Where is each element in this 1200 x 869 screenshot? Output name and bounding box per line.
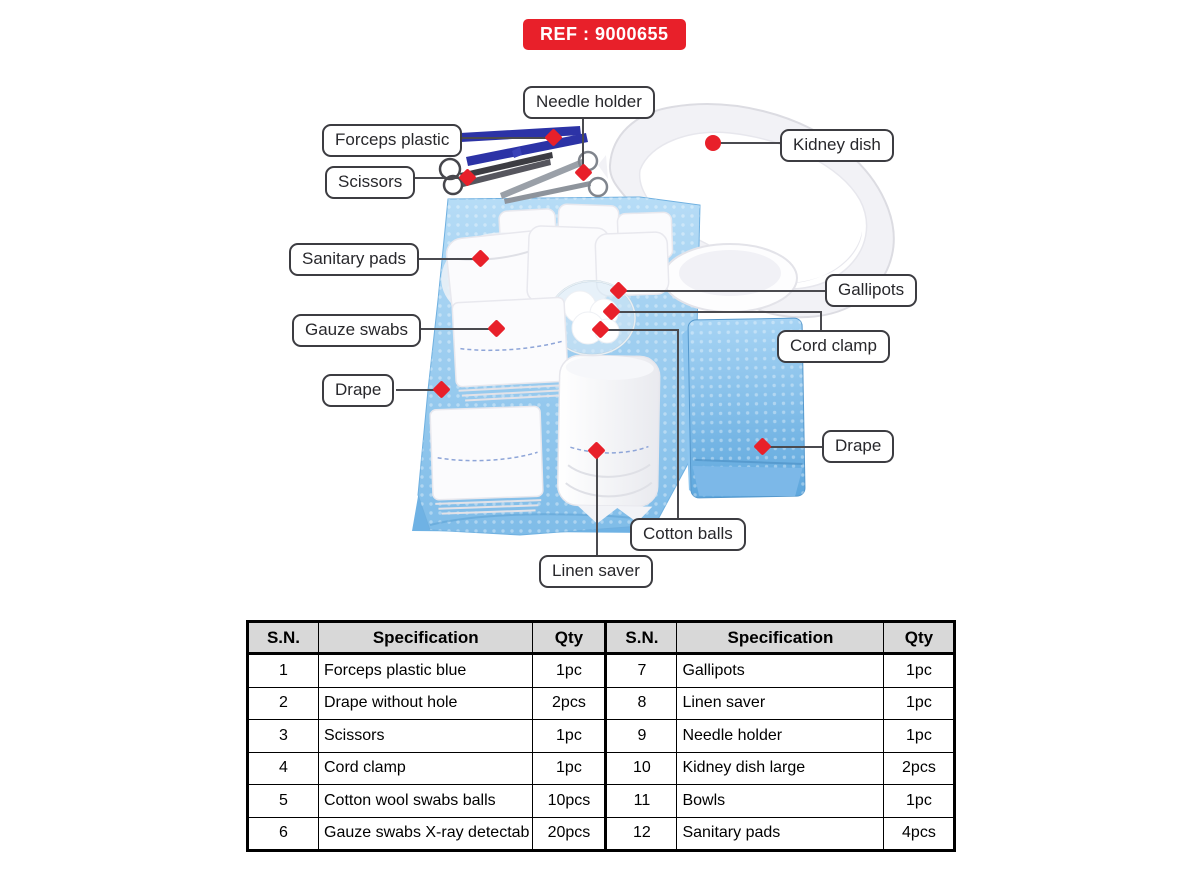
leader-line-cotton-balls-v [677,329,679,519]
table-row [248,654,955,688]
leader-line-cotton-balls-h [601,329,679,331]
callout-label-sanitary-pads: Sanitary pads [289,243,419,276]
table-cell: Needle holder [677,720,884,753]
table-cell: 1pc [533,752,606,785]
leader-line-cord-clamp-h [612,311,822,313]
table-cell: 1pc [884,654,955,688]
table-cell: 4 [248,752,319,785]
table-cell: 2pcs [533,687,606,720]
spec-table [246,620,956,852]
callout-label-gallipots: Gallipots [825,274,917,307]
leader-line-cord-clamp-v [820,311,822,332]
callout-label-forceps-plastic: Forceps plastic [322,124,462,157]
table-row [248,720,955,753]
table-cell: Cord clamp [319,752,533,785]
bowl [663,244,797,312]
column-header: S.N. [248,622,319,654]
callout-label-kidney-dish: Kidney dish [780,129,894,162]
table-cell: 10pcs [533,785,606,818]
table-cell: 2pcs [884,752,955,785]
leader-line-forceps [447,137,554,139]
leader-line-kidney-dish [713,142,781,144]
callout-label-cord-clamp: Cord clamp [777,330,890,363]
ref-badge: REF : 9000655 [523,19,686,50]
table-row [248,752,955,785]
table-cell: 6 [248,817,319,851]
table-cell: Sanitary pads [677,817,884,851]
marker-kidney-dish [705,135,721,151]
table-row [248,785,955,818]
column-header: Specification [319,622,533,654]
table-cell: 1pc [884,687,955,720]
table-row [248,687,955,720]
callout-label-linen-saver: Linen saver [539,555,653,588]
linen-saver [557,355,660,525]
table-cell: 10 [606,752,677,785]
column-header: S.N. [606,622,677,654]
table-cell: 20pcs [533,817,606,851]
column-header: Qty [884,622,955,654]
callout-label-gauze-swabs: Gauze swabs [292,314,421,347]
callout-label-drape-left: Drape [322,374,394,407]
table-cell: Forceps plastic blue [319,654,533,688]
table-cell: Kidney dish large [677,752,884,785]
leader-line-gallipots [619,290,825,292]
callout-label-cotton-balls: Cotton balls [630,518,746,551]
table-cell: 1pc [884,785,955,818]
table-cell: 1pc [533,720,606,753]
table-cell: 12 [606,817,677,851]
column-header: Qty [533,622,606,654]
callout-label-scissors: Scissors [325,166,415,199]
table-cell: 3 [248,720,319,753]
table-cell: 9 [606,720,677,753]
callout-label-needle-holder: Needle holder [523,86,655,119]
column-header: Specification [677,622,884,654]
table-cell: 4pcs [884,817,955,851]
table-cell: Cotton wool swabs balls [319,785,533,818]
table-cell: 11 [606,785,677,818]
table-cell: 2 [248,687,319,720]
table-cell: Gallipots [677,654,884,688]
table-header-row [248,622,955,654]
table-cell: 1 [248,654,319,688]
table-cell: 1pc [533,654,606,688]
table-cell: Drape without hole [319,687,533,720]
table-cell: Linen saver [677,687,884,720]
needle-holder [500,152,607,204]
leader-line-linen-saver [596,451,598,556]
table-cell: Gauze swabs X-ray detectab [319,817,533,851]
table-cell: Bowls [677,785,884,818]
table-cell: 1pc [884,720,955,753]
table-cell: 7 [606,654,677,688]
product-photo [400,95,920,545]
table-cell: 5 [248,785,319,818]
table-cell: 8 [606,687,677,720]
callout-label-drape-right: Drape [822,430,894,463]
leader-line-drape-right [763,446,823,448]
table-cell: Scissors [319,720,533,753]
table-row [248,817,955,851]
